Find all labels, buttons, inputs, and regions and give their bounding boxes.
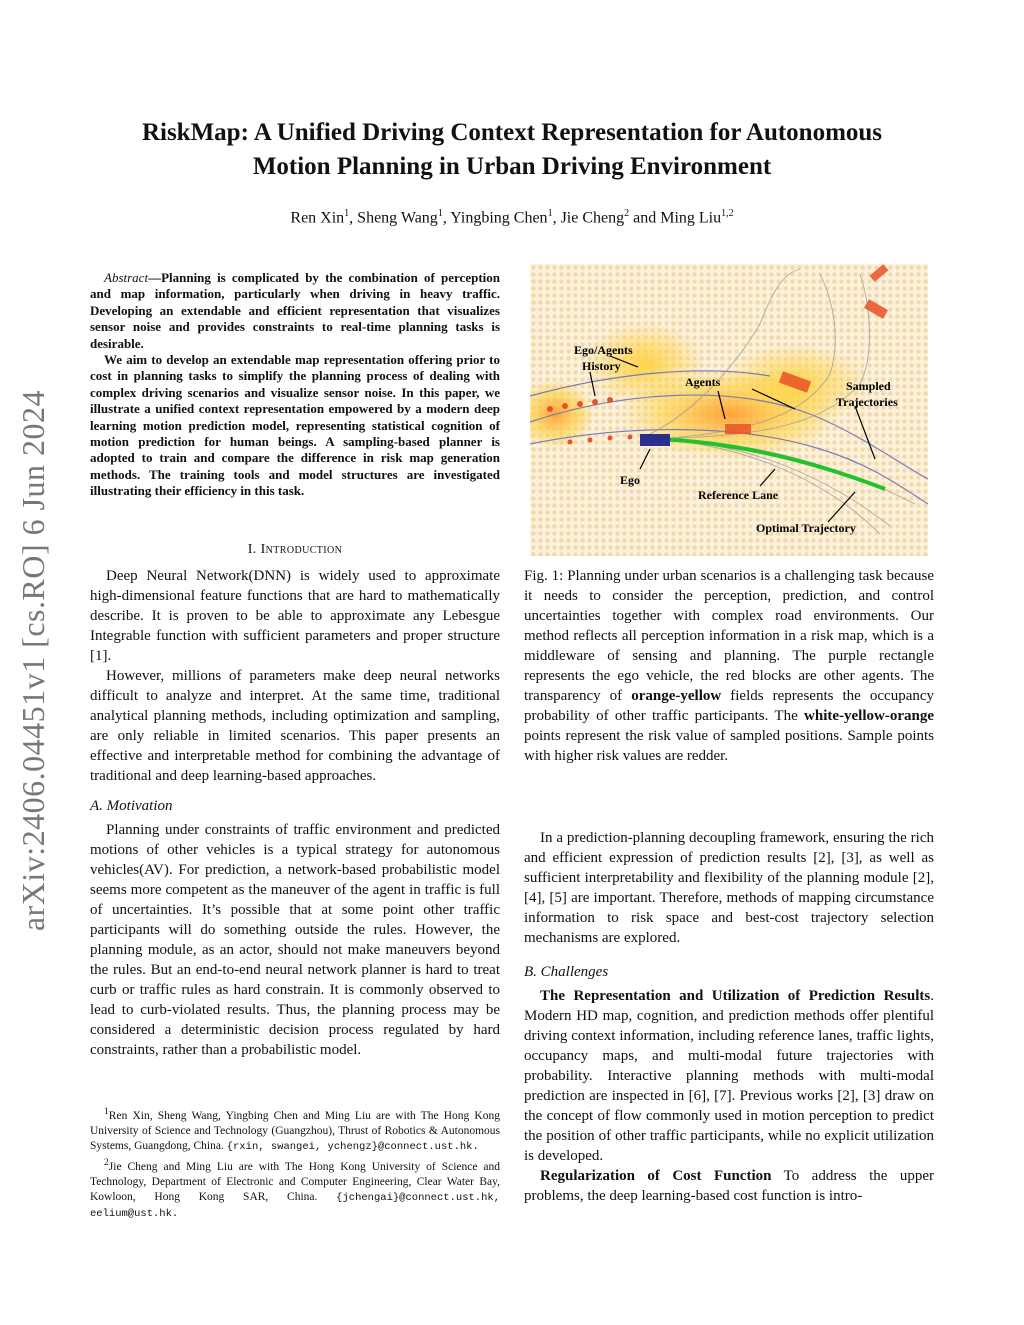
footnotes [90, 1104, 500, 1222]
author-sep: , [552, 209, 561, 227]
label-reference-lane: Reference Lane [698, 488, 779, 502]
author-list [60, 208, 964, 227]
author-4: Jie Cheng [560, 209, 625, 227]
agent-vehicle [725, 424, 751, 434]
author-3: Yingbing Chen [450, 209, 548, 227]
challenges-heading: B. Challenges [524, 964, 609, 980]
caption-bold-white-yellow-orange: white-yellow-orange [804, 708, 934, 724]
introduction-section [90, 532, 500, 1060]
history-point [592, 399, 598, 405]
footnote-2-email: {jchengai}@connect.ust.hk, eelium@ust.hk. [90, 1191, 500, 1220]
label-ego: Ego [620, 473, 641, 487]
history-point [588, 438, 593, 443]
label-optimal-trajectory: Optimal Trajectory [756, 521, 856, 535]
author-2: Sheng Wang [357, 209, 438, 227]
intro-paragraph-2: However, millions of parameters make deep neural networks difficult to analyze and interpret. At the same time, traditional analytical planning methods, including optimization and sampling, are only reliable in limited scenarios. This paper presents an effective and interpretable method for combining the advantage of traditional and deep learning-based approaches. [90, 668, 500, 784]
label-ego-agents-history-line2: History [582, 359, 621, 373]
right-column-body [524, 828, 934, 1206]
abstract-text-1: Planning is complicated by the combination of perception and map information, particularly when driving in heavy traffic. Developing an extendable and efficient representation that visualizes sensor noise and provides constraints to real-time planning tasks is desirable. [90, 270, 500, 351]
history-point [577, 401, 583, 407]
motivation-heading: A. Motivation [90, 798, 173, 814]
author-1-affil: 1 [344, 208, 350, 219]
footnote-1-mark: 1 [104, 1106, 109, 1117]
arxiv-id-text: arXiv:2406.04451v1 [cs.RO] 6 Jun 2024 [15, 389, 52, 931]
arxiv-identifier [8, 360, 60, 960]
risk-map-illustration [530, 264, 928, 556]
section-title: Introduction [260, 542, 343, 557]
author-3-affil: 1 [547, 208, 553, 219]
ego-vehicle [640, 434, 670, 446]
author-1: Ren Xin [290, 209, 345, 227]
history-point [607, 397, 613, 403]
intro-paragraph-1: Deep Neural Network(DNN) is widely used to approximate high-dimensional feature functions that are hard to mathematically describe. It is proven to be able to approximate any Lebesgue Integrable function with sufficient parameters and proper structure [1]. [90, 568, 500, 664]
caption-part-3: points represent the risk value of sampled positions. Sample points with higher risk values are redder. [524, 728, 934, 764]
history-point [547, 406, 553, 412]
author-5-affil: 1,2 [721, 208, 734, 219]
figure-1-risk-map [530, 264, 928, 556]
body-paragraph-regularization [524, 1166, 934, 1206]
abstract-paragraph-2: We aim to develop an extendable map representation offering prior to cost in planning tasks to simplify the planning process of dealing with complex driving scenarios and visualize sensor noise. In this paper, we illustrate a unified context representation empowered by a modern deep learning motion prediction model, representing statistical cognition of motion prediction for human beings. A sampling-based planner is adopted to train and compare the difference in risk map generation methods. The training tools and model structures are investigated illustrating their efficiency in this task. [90, 352, 500, 499]
history-point [568, 440, 573, 445]
section-number: I. [247, 542, 261, 557]
caption-prefix: Fig. 1: [524, 568, 568, 584]
introduction-heading [90, 540, 500, 560]
label-agents: Agents [685, 375, 721, 389]
abstract-dash: — [148, 270, 162, 285]
caption-part-1: Planning under urban scenarios is a challenging task because it needs to consider the perception, prediction, and control uncertainties together with complex road environments. Our method reflects all perception information in a risk map, which is a middleware of sensing and planning. The purple rectangle represents the ego vehicle, the red blocks are other agents. The transparency of [524, 568, 934, 704]
label-sampled-trajectories-line2: Trajectories [836, 395, 898, 409]
motivation-paragraph: Planning under constraints of traffic environment and predicted motions of other vehicles is a typical strategy for autonomous vehicles(AV). For prediction, a network-based probabilistic model seems more competent as the maneuver of the agent in traffic is full of uncertainties. It’s possible that at some point other traffic participants will do something outside the rules. However, the planning module, as an actor, should not make maneuvers beyond the rules. But an end-to-end neural network planner is hard to treat curb or traffic rules as hard constrain. It is commonly observed to lead to curb-violated results. Thus, the planning process may be considered a deterministic decision process regulated by hard constraints, rather than a probabilistic model. [90, 822, 500, 1058]
author-sep: , [442, 209, 451, 227]
history-point [628, 435, 633, 440]
body-paragraph-framework: In a prediction-planning decoupling framework, ensuring the rich and efficient expression of prediction results [2], [3], as well as sufficient interpretability and flexibility of the planning module [2], [4], [5] are important. Therefore, methods of mapping circumstance information to risk space and best-cost trajectory selection mechanisms are explored. [524, 830, 934, 946]
abstract-label: Abstract [104, 270, 149, 285]
regularization-bold: Regularization of Cost Function [540, 1168, 772, 1184]
footnote-1 [90, 1104, 500, 1155]
author-2-affil: 1 [437, 208, 443, 219]
footnote-2 [90, 1155, 500, 1222]
representation-bold: The Representation and Utilization of Prediction Results [540, 988, 931, 1004]
label-sampled-trajectories-line1: Sampled [846, 379, 891, 393]
caption-part-2: fields represents the occupancy probability of other traffic participants. The [524, 688, 935, 724]
regularization-text: To address the upper problems, the deep learning-based cost function is intro- [524, 1168, 934, 1204]
author-and: and [629, 209, 661, 227]
author-4-affil: 2 [624, 208, 630, 219]
caption-text [524, 566, 934, 766]
label-ego-agents-history-line1: Ego/Agents [574, 343, 633, 357]
caption-bold-orange-yellow: orange-yellow [631, 688, 722, 704]
author-sep: , [349, 209, 358, 227]
abstract-paragraph-1 [90, 270, 500, 352]
paper-title [60, 116, 964, 184]
title-line-1: RiskMap: A Unified Driving Context Representation for Autonomous [141, 119, 883, 146]
history-point [562, 403, 568, 409]
representation-text: . Modern HD map, cognition, and prediction methods offer plentiful driving context information, including reference lanes, traffic lights, occupancy maps, and multi-modal future trajectories with probability. Interactive planning methods with multi-modal prediction are inspected in [6], [7]. Previous works [2], [3] draw on the concept of flow commonly used in motion perception to predict the position of other traffic participants, while no explicit utilization is developed. [524, 988, 934, 1164]
footnote-1-email: {rxin, swangei, ychengz}@connect.ust.hk. [226, 1140, 479, 1153]
footnote-2-mark: 2 [104, 1156, 109, 1168]
history-point [608, 436, 613, 441]
footnote-2-text: Jie Cheng and Ming Liu are with The Hong Kong University of Science and Technology, Department of Electronic and Computer Engineering, Clear Water Bay, Kowloon, Hong Kong SAR, China. [90, 1160, 500, 1203]
title-line-2: Motion Planning in Urban Driving Environment [252, 153, 772, 180]
abstract [90, 270, 500, 500]
body-paragraph-representation [524, 986, 934, 1166]
footnote-1-text: Ren Xin, Sheng Wang, Yingbing Chen and Ming Liu are with The Hong Kong University of Science and Technology (Guangzhou), Thrust of Robotics & Autonomous Systems, Guangdong, China. [90, 1109, 500, 1152]
figure-1-caption [524, 566, 934, 766]
author-5: Ming Liu [660, 209, 722, 227]
